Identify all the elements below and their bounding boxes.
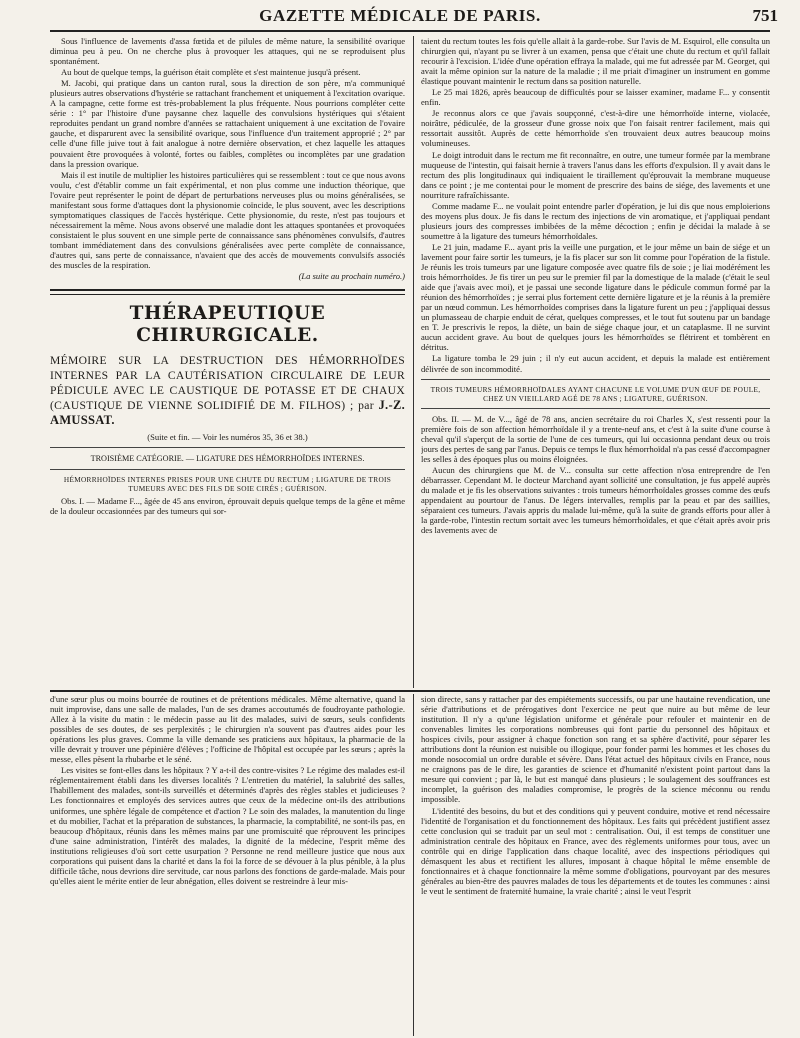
paragraph: La ligature tomba le 29 juin ; il n'y eut aucun accident, et depuis la malade est entièrement délivrée de son incommodité. [421, 353, 770, 374]
column-top-right [421, 36, 770, 688]
header-rule [50, 30, 770, 32]
paragraph: d'une sœur plus ou moins bourrée de routines et de prétentions médicales. Même alternative, quand la nuit improvise, dans une salle de malades, l'un de ses drames accoutumés de foudroyante pathologie. Allez à la visite du matin : le médecin passe au lit des malades, suivi de sœurs, seuls confidents possibles de ses doutes, de ses perplexités ; le chirurgien n'a souvent pas d'autres aides pour les opérations les plus graves. Comme la ville demande ses praticiens aux hôpitaux, la pharmacie de la ville devrait y trouver une pépinière d'élèves ; l'officine de l'hôpital est occupée par les sœurs ; après la messe, elles pèsent la rhubarbe et le séné. [50, 694, 405, 765]
subcategory-heading: HÉMORRHOÏDES INTERNES PRISES POUR UNE CHUTE DU RECTUM ; LIGATURE DE TROIS TUMEURS AVEC DES FILS DE SOIE CIRÉS ; GUÉRISON. [63, 475, 392, 494]
running-title: GAZETTE MÉDICALE DE PARIS. [259, 6, 541, 25]
divider [50, 447, 405, 448]
paragraph: Au bout de quelque temps, la guérison était complète et s'est maintenue jusqu'à présent. [61, 67, 361, 78]
memoir-note: (Suite et fin. — Voir les numéros 35, 36 et 38.) [147, 432, 308, 443]
paragraph: Comme madame F... ne voulait point entendre parler d'opération, je lui dis que nous emploierions des moyens plus doux. Je fis dans le rectum des injections de vin aromatique, et j'appliquai pendant plusieurs jours des compresses imbibées de la même décoction ; enfin je décidai la malade à se soumettre à la ligature des tumeurs hémorrhoïdales. [421, 200, 770, 241]
memoir-title: MÉMOIRE SUR LA DESTRUCTION DES HÉMORRHOÏDES INTERNES PAR LA CAUTÉRISATION CIRCULAIRE DE LEUR PÉDICULE AVEC LE CAUSTIQUE DE POTASSE ET DE CHAUX (CAUSTIQUE DE VIENNE SOLIDIFIÉ DE M. FILHOS) ; par J.-Z. AMUSSAT. [50, 354, 405, 428]
paragraph: Les visites se font-elles dans les hôpitaux ? Y a-t-il des contre-visites ? Le régime des malades est-il réglementairement établi dans les diverses localités ? L'entretien du matériel, la salubrité des salles, l'habillement des malades, sont-ils surveillés et déterminés d'après des règles stables et judicieuses ? Les fonctionnaires et employés des services autres que ceux de la médecine ont-ils des attributions uniformes, une sphère légale de compétence et d'action ? Le soin des malades, la manutention du linge et du mobilier, l'achat et la préparation de substances, la pharmacie, la comptabilité, ne sont-ils pas, en beaucoup d'hôpitaux, réunis dans les mêmes mains par une promiscuité que réprouvent les principes d'une saine administration, l'intérêt des malades, la dignité de la médecine, l'esprit même des institutions religieuses d'où sort cette usurpation ? Personne ne rend meilleure justice que nous aux corporations qui puisent dans la charité et dans la foi la force de se dévouer à la plus pénible, à la plus difficile tâche, nous devrions dire servitude, car nous parlons des fonctions de garde-malade. Mais pour qu'elles aient le mérite entier de leur abnégation, elles doivent se restreindre à leur mis- [50, 765, 405, 886]
paragraph: Mais il est inutile de multiplier les histoires particulières qui se ressemblent : tout ce que nous avons voulu, c'est d'établir comme un fait expérimental, et non plus comme une induction théorique, que l'ovaire peut représenter le point de départ de perturbations nerveuses plus ou moins généralisées, se manifestant sous forme d'attaques dont la physionomie coïncide, le plus souvent, avec les descriptions symptomatiques classiques de l'accès hystérique. Cette physionomie, du reste, n'est pas toujours et nécessairement la même. Nous avons observé une maladie dont les attaques spontanées et provoquées consistaient le plus souvent en une simple perte de connaissance sans phénomènes convulsifs, d'autres tombant immédiatement dans des convulsions généralisées avec perte complète de connaissance, d'autres qui, sans perte de connaissance, n'avaient que des accès de mouvements convulsifs associés des muscles de la respiration. [50, 169, 405, 271]
page-number: 751 [752, 6, 778, 25]
subheading: TROIS TUMEURS HÉMORRHOÏDALES AYANT CHACUNE LE VOLUME D'UN ŒUF DE POULE, CHEZ UN VIEILLARD AGÉ DE 78 ANS ; LIGATURE, GUÉRISON. [430, 384, 761, 403]
column-top-left [50, 36, 405, 688]
divider [421, 408, 770, 409]
section-rule [50, 289, 405, 295]
paragraph: taient du rectum toutes les fois qu'elle allait à la garde-robe. Sur l'avis de M. Esquirol, elle consulta un chirurgien qui, n'ayant pu se livrer à un examen, pensa que c'était une chute du rectum et qu'il fallait recourir à l'excision. L'idée d'une opération effraya la malade, qui me fut adressée par M. Georget, qui avait la même opinion sur la nature de la maladie ; il me priait d'imaginer un instrument en gomme élastique pouvant maintenir le rectum dans sa position naturelle. [421, 36, 770, 87]
paragraph: Le doigt introduit dans le rectum me fit reconnaître, en outre, une tumeur formée par la membrane muqueuse de l'intestin, qui faisait hernie à travers l'anus dans les efforts d'expulsion. Il y avait dans le rectum des plis longitudinaux qui indiquaient le tiraillement qu'éprouvait la membrane muqueuse dans ce point ; je me contentai pour le moment de prescrire des bains de siége, des lavements et une nourriture rafraîchissante. [421, 149, 770, 200]
page-header [0, 0, 800, 30]
category-heading: TROISIÈME CATÉGORIE. — LIGATURE DES HÉMORRHOÏDES INTERNES. [90, 454, 365, 464]
paragraph: sion directe, sans y rattacher par des empiétements successifs, ou par une hautaine revendication, une série d'attributions et de prérogatives dont l'exercice ne peut que nuire au but même de leur institution. Il n'y a qu'une législation uniforme et générale pour refouler et maintenir en de convenables limites les corporations nombreuses qui font partie du personnel des hôpitaux et hospices civils, pour assigner à chaque fonction son rang et sa sphère d'activité, pour séparer les attributions dont la réunion est nuisible ou illogique, pour fonder parmi les hommes et les choses du monde nosocomial un ordre durable et sévère. Dans l'état actuel des hôpitaux civils en France, nous ne craignons pas de le dire, les garanties de science et d'humanité n'existent point partout dans la mesure qui convient ; par là, le but est manqué dans plusieurs ; le soulagement des souffrances est incomplet, la guérison des maladies compromise, le progrès de la science méconnu ou rendu impossible. [421, 694, 770, 805]
paragraph: Aucun des chirurgiens que M. de V... consulta sur cette affection n'osa entreprendre de l'en débarrasser. Cependant M. le docteur Marchand ayant sollicité une consultation, je fus appelé auprès du malade et je fis les observations suivantes : trois tumeurs hémorrhoïdales grosses comme des œufs appendaient au pourtour de l'anus. De légers intervalles, remplis par la peau et par des saillies, séparaient ces tumeurs. J'avais appris du malade lui-même, qu'à la suite de grands efforts pour aller à la garde-robe, l'intestin rectum sortait avec les tumeurs hémorrhoïdales, et que c'était après avoir pris des lavements avec de [421, 464, 770, 536]
divider [50, 469, 405, 470]
paragraph: L'identité des besoins, du but et des conditions qui y peuvent conduire, motive et rend nécessaire l'identité de l'organisation et du fonctionnement des hôpitaux. Les faits qui précèdent justifient assez cette conclusion qui se traduit par un seul mot : centralisation. Oui, il est temps de constituer une administration centrale des hôpitaux en France, avec des règlements uniformes pour tous, avec un contrôle qui en dirige l'application dans chaque localité, avec des inspections périodiques qui démasquent les abus et rectifient les allures, imposant à chaque hôpital le même ensemble de fonctionnaires et à chaque fonctionnaire la même somme d'obligations, pourvoyant par des mesures générales au bien-être des pauvres malades de tous les départements et de toutes les communes : ainsi le veut le sentiment de fraternité humaine, la vraie charité ; ainsi le veut l'esprit [421, 805, 770, 896]
memoir-author: J.-Z. AMUSSAT. [50, 398, 405, 428]
column-divider [413, 694, 414, 1036]
column-bottom-left [50, 694, 405, 1036]
paragraph: Obs. II. — M. de V..., âgé de 78 ans, ancien secrétaire du roi Charles X, s'est ressenti pour la première fois de son affection hémorrhoïdale il y a trente-neuf ans, et c'est à la suite d'une course à cheval qu'il s'aperçut de la sortie de l'une de ces tumeurs, qui lui occasionna pendant deux ou trois jours des pertes de sang par l'anus. Depuis ce temps le flux hémorrhoïdal n'a pas cessé d'accompagner les selles à des époques plus ou moins éloignées. [421, 413, 770, 464]
column-bottom-right [421, 694, 770, 1036]
paragraph: M. Jacobi, qui pratique dans un canton rural, sous la direction de son père, m'a communiqué plusieurs autres observations d'hystérie se rattachant franchement et uniquement à l'excitation ovarique. A la campagne, cette forme est très-probablement la plus fréquente. Nous pourrions compléter cette série : 1° par l'histoire d'une paysanne chez laquelle des convulsions hystériques qui s'étaient reproduites pendant un grand nombre d'années se rattachaient uniquement à une excitation de l'ovaire gauche, et disparurent avec la sensibilité ovarique, sous l'influence d'un traitement approprié ; 2° par celle d'une fille juive tout à fait analogue à notre dernière observation, et chez laquelle les attaques pouvaient être provoquées à volonté, fortes ou faibles, complètes ou incomplètes par une gradation dans la pression ovarique. [50, 78, 405, 169]
divider [421, 379, 770, 380]
paragraph: Je reconnus alors ce que j'avais soupçonné, c'est-à-dire une hémorrhoïde interne, violacée, noirâtre, pédiculée, de la grosseur d'une grosse noix que l'on faisait rentrer facilement, mais qui ressortait aussitôt. Auprès de cette hémorrhoïde s'en trouvaient deux autres beaucoup moins volumineuses. [421, 108, 770, 149]
paragraph: Obs. I. — Madame F..., âgée de 45 ans environ, éprouvait depuis quelque temps de la gêne et même de la douleur occasionnées par des tumeurs qui sor- [50, 496, 405, 517]
mid-rule [50, 690, 770, 692]
column-divider [413, 36, 414, 688]
paragraph: Le 21 juin, madame F... ayant pris la veille une purgation, et le jour même un bain de siége et un lavement pour faire sortir les tumeurs, je la fis placer sur son lit comme pour l'opération de la fistule. Je réunis les trois tumeurs par une ligature composée avec quatre fils de soie ; je liai modérément les trois hémorrhoïdes. Je fis tirer un peu sur le premier fil par la domestique de la malade (c'était le seul aide que j'avais avec moi), et je passai une seconde ligature dans le pédicule commun formé par la réunion des hémorrhoïdes ; je serrai plus fortement cette dernière ligature et je la réunis à la première par un nœud commun. Les hémorrhoïdes comprises dans la ligature furent un peu ; j'appliquai dessus un plumasseau de charpie enduit de cérat, quelques compresses, et le tout fut soutenu par un bandage en T. Je prescrivis le repos, la diète, un bain de siége chaque jour, et un cataplasme. Il ne survint aucun accident grave. Au bout de quelques jours les hémorrhoïdes se flétrirent et tombèrent en détritus. [421, 241, 770, 353]
paragraph: Le 25 mai 1826, après beaucoup de difficultés pour se laisser examiner, madame F... y consentit enfin. [421, 87, 770, 108]
continued-note: (La suite au prochain numéro.) [298, 271, 405, 282]
paragraph: Sous l'influence de lavements d'assa fœtida et de pilules de même nature, la sensibilité ovarique diminua peu à peu. On ne cherche plus à provoquer les attaques, qui ne se reproduisent plus spontanément. [50, 36, 405, 67]
section-title: THÉRAPEUTIQUE CHIRURGICALE. [129, 303, 326, 347]
